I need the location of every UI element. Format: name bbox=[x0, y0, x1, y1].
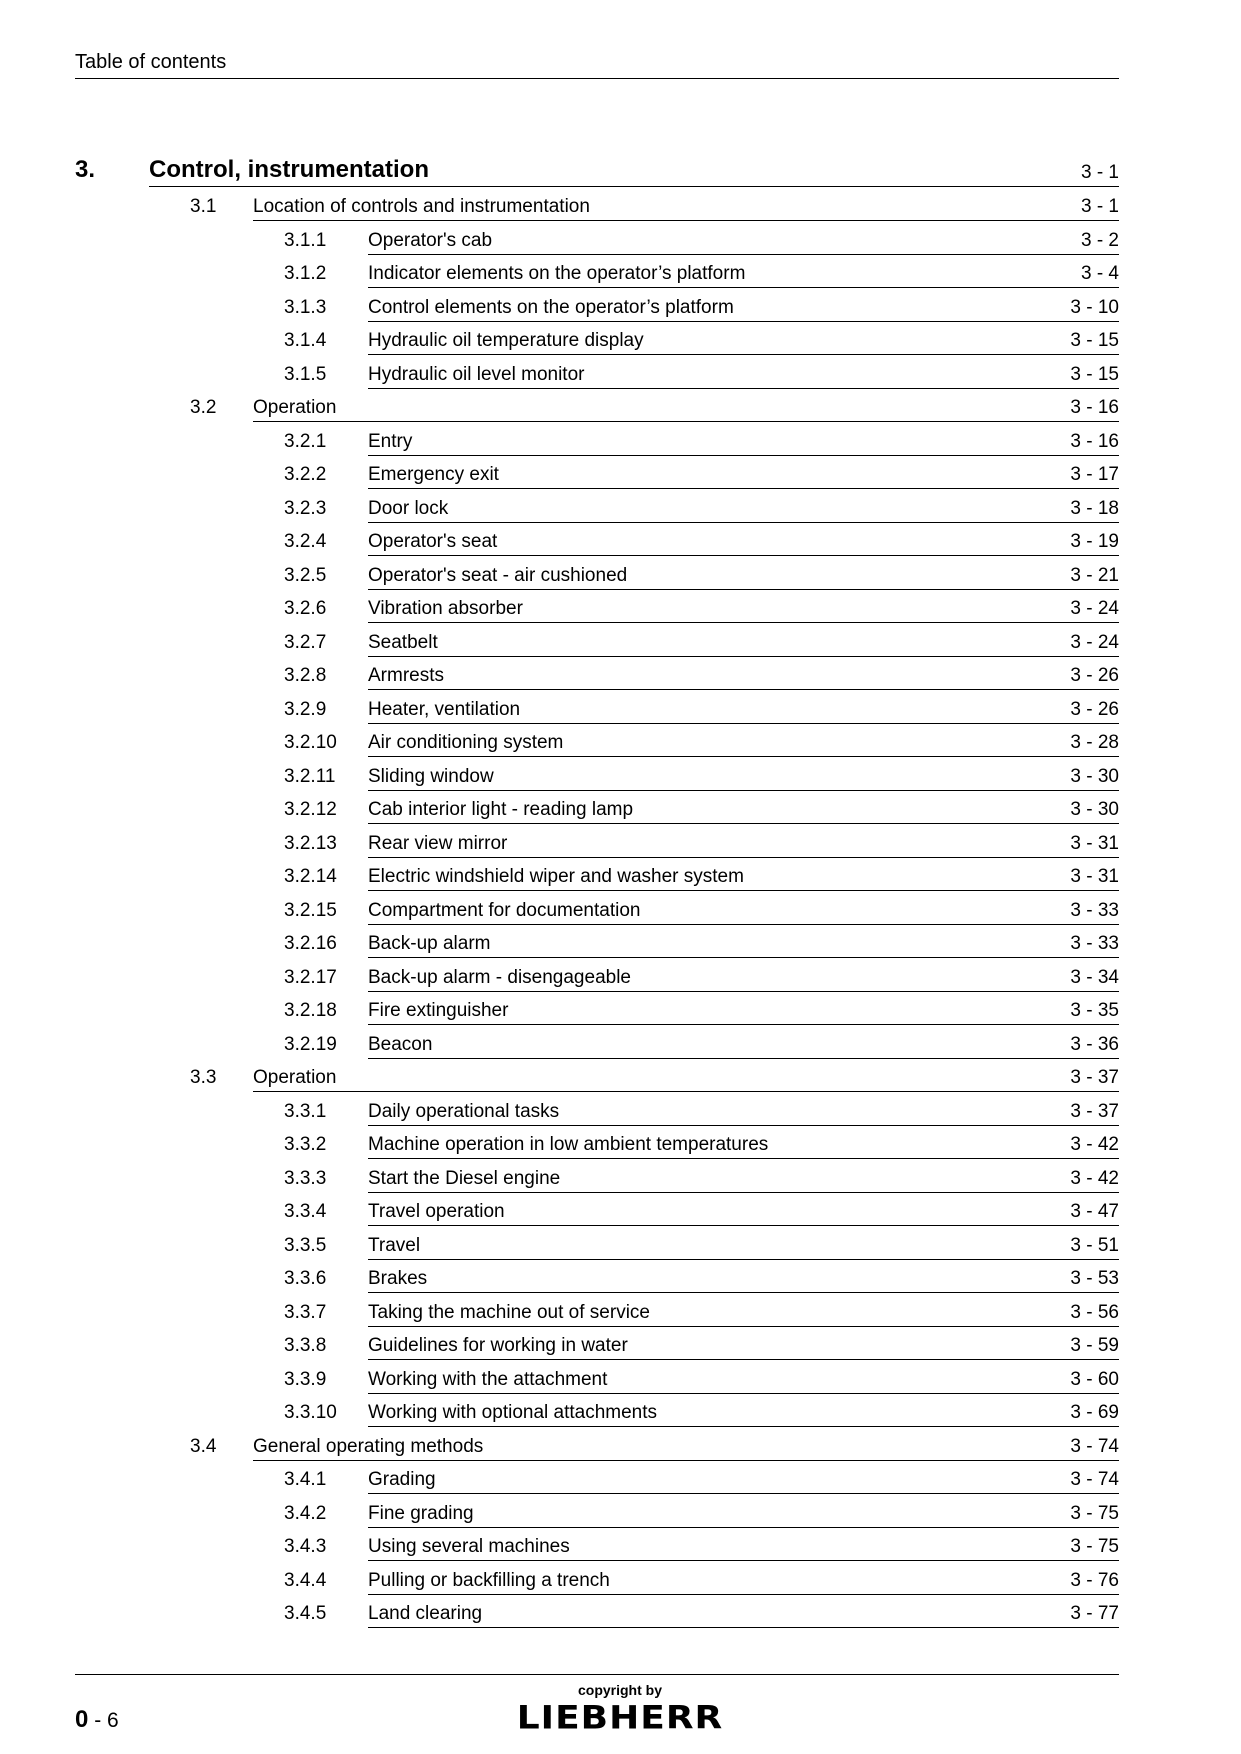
toc-subsection-entry[interactable] bbox=[0, 793, 1241, 827]
chapter-divider bbox=[149, 186, 1119, 187]
toc-entry-divider bbox=[368, 1225, 1119, 1226]
toc-entry-divider bbox=[368, 321, 1119, 322]
toc-subsection-entry[interactable] bbox=[0, 693, 1241, 727]
toc-subsection-entry[interactable] bbox=[0, 760, 1241, 794]
toc-entry-page-ref: 3 - 16 bbox=[1070, 430, 1119, 452]
toc-subsection-entry[interactable] bbox=[0, 425, 1241, 459]
toc-entry-title: Travel bbox=[368, 1234, 421, 1256]
toc-subsection-entry[interactable] bbox=[0, 1329, 1241, 1363]
toc-chapter-heading[interactable] bbox=[0, 156, 1241, 190]
toc-entry-title: Electric windshield wiper and washer system bbox=[368, 866, 744, 887]
toc-entry-title: Working with the attachment bbox=[368, 1368, 608, 1390]
chapter-title: Control, instrumentation bbox=[149, 156, 429, 183]
toc-entry-number: 3.2.19 bbox=[284, 1033, 337, 1055]
toc-entry-title: Heater, ventilation bbox=[368, 698, 521, 720]
toc-entry-title: Back-up alarm bbox=[368, 933, 491, 954]
toc-entry-title: Brakes bbox=[368, 1268, 428, 1289]
toc-entry-divider bbox=[368, 823, 1119, 824]
toc-entry-number: 3.2.5 bbox=[284, 564, 327, 586]
toc-entry-title: Taking the machine out of service bbox=[368, 1301, 650, 1323]
toc-subsection-entry[interactable] bbox=[0, 1296, 1241, 1330]
toc-entry-page-ref: 3 - 34 bbox=[1070, 966, 1119, 988]
toc-subsection-entry[interactable] bbox=[0, 291, 1241, 325]
toc-subsection-entry[interactable] bbox=[0, 1530, 1241, 1564]
toc-entry-divider bbox=[253, 220, 1119, 221]
toc-entry-divider bbox=[368, 1426, 1119, 1427]
toc-entry-divider bbox=[253, 1460, 1119, 1461]
toc-entry-divider bbox=[368, 589, 1119, 590]
toc-entry-page-ref: 3 - 42 bbox=[1070, 1134, 1119, 1155]
toc-entry-page-ref: 3 - 59 bbox=[1070, 1335, 1119, 1356]
toc-entry-page-ref: 3 - 51 bbox=[1070, 1234, 1119, 1256]
toc-subsection-entry[interactable] bbox=[0, 1128, 1241, 1162]
toc-entry-divider bbox=[368, 790, 1119, 791]
toc-entry-number: 3.3.6 bbox=[284, 1268, 327, 1289]
toc-entry-page-ref: 3 - 75 bbox=[1070, 1502, 1119, 1524]
toc-entry-title: Using several machines bbox=[368, 1536, 570, 1557]
toc-entry-title: Land clearing bbox=[368, 1603, 483, 1624]
toc-list bbox=[0, 190, 1241, 1631]
toc-entry-title: Operation bbox=[253, 1067, 337, 1088]
footer-page-chapter: 0 bbox=[75, 1706, 89, 1733]
toc-entry-title: Control elements on the operator’s platform bbox=[368, 296, 734, 318]
toc-entry-divider bbox=[368, 756, 1119, 757]
toc-entry-number: 3.2.15 bbox=[284, 899, 337, 921]
toc-entry-divider bbox=[368, 689, 1119, 690]
toc-entry-title: Machine operation in low ambient temperatures bbox=[368, 1134, 769, 1155]
toc-entry-title: Door lock bbox=[368, 497, 449, 519]
toc-entry-divider bbox=[368, 1125, 1119, 1126]
toc-entry-number: 3.2.9 bbox=[284, 698, 327, 720]
toc-entry-page-ref: 3 - 37 bbox=[1070, 1067, 1119, 1088]
toc-entry-title: Travel operation bbox=[368, 1201, 505, 1222]
toc-entry-page-ref: 3 - 30 bbox=[1070, 765, 1119, 787]
footer-page-separator: - bbox=[88, 1709, 108, 1732]
toc-entry-title: Operator's cab bbox=[368, 229, 493, 251]
footer-page-index: 6 bbox=[107, 1709, 119, 1732]
toc-entry-page-ref: 3 - 18 bbox=[1070, 497, 1119, 519]
toc-entry-number: 3.3.9 bbox=[284, 1368, 327, 1390]
toc-subsection-entry[interactable] bbox=[0, 961, 1241, 995]
toc-entry-divider bbox=[368, 1158, 1119, 1159]
toc-entry-divider bbox=[368, 555, 1119, 556]
toc-entry-title: Seatbelt bbox=[368, 631, 438, 653]
toc-entry-number: 3.1.4 bbox=[284, 330, 327, 351]
toc-entry-divider bbox=[368, 1527, 1119, 1528]
toc-subsection-entry[interactable] bbox=[0, 1262, 1241, 1296]
toc-entry-divider bbox=[253, 1091, 1119, 1092]
toc-subsection-entry[interactable] bbox=[0, 1396, 1241, 1430]
page-header-title: Table of contents bbox=[75, 51, 227, 73]
toc-entry-divider bbox=[368, 287, 1119, 288]
toc-entry-page-ref: 3 - 10 bbox=[1070, 296, 1119, 318]
toc-entry-divider bbox=[368, 890, 1119, 891]
toc-entry-page-ref: 3 - 4 bbox=[1080, 263, 1119, 284]
toc-entry-number: 3.1.2 bbox=[284, 263, 327, 284]
toc-entry-page-ref: 3 - 42 bbox=[1070, 1167, 1119, 1189]
toc-entry-title: Fire extinguisher bbox=[368, 1000, 509, 1021]
toc-entry-page-ref: 3 - 35 bbox=[1070, 1000, 1119, 1021]
header-divider bbox=[75, 78, 1119, 79]
toc-entry-number: 3.4.1 bbox=[284, 1469, 327, 1490]
toc-entry-divider bbox=[368, 723, 1119, 724]
toc-entry-divider bbox=[368, 1292, 1119, 1293]
toc-subsection-entry[interactable] bbox=[0, 592, 1241, 626]
toc-entry-page-ref: 3 - 19 bbox=[1070, 531, 1119, 552]
toc-entry-divider bbox=[368, 1259, 1119, 1260]
toc-entry-title: Guidelines for working in water bbox=[368, 1335, 628, 1356]
toc-entry-title: Emergency exit bbox=[368, 464, 499, 485]
toc-entry-number: 3.4.5 bbox=[284, 1603, 327, 1624]
footer-divider bbox=[75, 1674, 1119, 1675]
toc-entry-page-ref: 3 - 75 bbox=[1070, 1536, 1119, 1557]
toc-entry-title: Compartment for documentation bbox=[368, 899, 641, 921]
toc-entry-page-ref: 3 - 24 bbox=[1070, 631, 1119, 653]
toc-entry-title: Indicator elements on the operator’s platform bbox=[368, 263, 746, 284]
toc-entry-title: Operator's seat bbox=[368, 531, 498, 552]
toc-entry-page-ref: 3 - 15 bbox=[1070, 330, 1119, 351]
toc-entry-number: 3.3.2 bbox=[284, 1134, 327, 1155]
toc-entry-number: 3.2.10 bbox=[284, 732, 337, 753]
toc-entry-title: Armrests bbox=[368, 665, 444, 686]
toc-subsection-entry[interactable] bbox=[0, 257, 1241, 291]
toc-entry-title: Entry bbox=[368, 430, 413, 452]
toc-entry-number: 3.3.8 bbox=[284, 1335, 327, 1356]
toc-entry-page-ref: 3 - 24 bbox=[1070, 598, 1119, 619]
toc-entry-page-ref: 3 - 47 bbox=[1070, 1201, 1119, 1222]
toc-entry-title: Start the Diesel engine bbox=[368, 1167, 561, 1189]
toc-entry-number: 3.3 bbox=[190, 1067, 217, 1088]
toc-entry-page-ref: 3 - 33 bbox=[1070, 933, 1119, 954]
toc-entry-number: 3.4.4 bbox=[284, 1569, 327, 1591]
toc-entry-page-ref: 3 - 16 bbox=[1070, 397, 1119, 418]
toc-entry-number: 3.4.2 bbox=[284, 1502, 327, 1524]
toc-entry-page-ref: 3 - 37 bbox=[1070, 1100, 1119, 1122]
toc-entry-title: Daily operational tasks bbox=[368, 1100, 560, 1122]
toc-entry-number: 3.2.13 bbox=[284, 832, 337, 854]
toc-subsection-entry[interactable] bbox=[0, 1095, 1241, 1129]
toc-entry-title: Rear view mirror bbox=[368, 832, 508, 854]
toc-entry-divider bbox=[368, 254, 1119, 255]
toc-subsection-entry[interactable] bbox=[0, 1162, 1241, 1196]
footer-page-number bbox=[75, 1706, 119, 1734]
toc-subsection-entry[interactable] bbox=[0, 1363, 1241, 1397]
toc-subsection-entry[interactable] bbox=[0, 458, 1241, 492]
toc-subsection-entry[interactable] bbox=[0, 726, 1241, 760]
toc-entry-number: 3.3.7 bbox=[284, 1301, 327, 1323]
toc-entry-divider bbox=[368, 656, 1119, 657]
toc-entry-divider bbox=[368, 857, 1119, 858]
toc-section-entry[interactable] bbox=[0, 1430, 1241, 1464]
toc-subsection-entry[interactable] bbox=[0, 860, 1241, 894]
toc-entry-page-ref: 3 - 26 bbox=[1070, 665, 1119, 686]
toc-entry-page-ref: 3 - 76 bbox=[1070, 1569, 1119, 1591]
toc-entry-number: 3.2 bbox=[190, 397, 217, 418]
toc-entry-title: Fine grading bbox=[368, 1502, 474, 1524]
toc-entry-number: 3.3.10 bbox=[284, 1402, 337, 1423]
toc-subsection-entry[interactable] bbox=[0, 559, 1241, 593]
toc-entry-number: 3.3.3 bbox=[284, 1167, 327, 1189]
toc-subsection-entry[interactable] bbox=[0, 324, 1241, 358]
toc-subsection-entry[interactable] bbox=[0, 1195, 1241, 1229]
toc-entry-page-ref: 3 - 28 bbox=[1070, 732, 1119, 753]
toc-subsection-entry[interactable] bbox=[0, 224, 1241, 258]
toc-entry-divider bbox=[368, 1493, 1119, 1494]
toc-entry-divider bbox=[368, 924, 1119, 925]
toc-section-entry[interactable] bbox=[0, 190, 1241, 224]
toc-entry-number: 3.2.4 bbox=[284, 531, 327, 552]
toc-entry-number: 3.2.11 bbox=[284, 765, 336, 787]
toc-subsection-entry[interactable] bbox=[0, 1463, 1241, 1497]
toc-entry-divider bbox=[368, 1058, 1119, 1059]
toc-entry-number: 3.3.5 bbox=[284, 1234, 327, 1256]
toc-entry-number: 3.2.7 bbox=[284, 631, 327, 653]
toc-entry-page-ref: 3 - 74 bbox=[1070, 1469, 1119, 1490]
toc-entry-number: 3.1 bbox=[190, 196, 217, 217]
toc-entry-page-ref: 3 - 1 bbox=[1080, 196, 1119, 217]
toc-subsection-entry[interactable] bbox=[0, 1597, 1241, 1631]
toc-entry-divider bbox=[368, 1359, 1119, 1360]
toc-entry-page-ref: 3 - 69 bbox=[1070, 1402, 1119, 1423]
toc-entry-page-ref: 3 - 60 bbox=[1070, 1368, 1119, 1390]
toc-entry-divider bbox=[368, 1393, 1119, 1394]
toc-entry-number: 3.4 bbox=[190, 1435, 217, 1457]
toc-entry-number: 3.2.3 bbox=[284, 497, 327, 519]
toc-entry-page-ref: 3 - 56 bbox=[1070, 1301, 1119, 1323]
toc-section-entry[interactable] bbox=[0, 1061, 1241, 1095]
toc-entry-title: Location of controls and instrumentation bbox=[253, 196, 590, 217]
toc-entry-divider bbox=[368, 522, 1119, 523]
toc-entry-page-ref: 3 - 53 bbox=[1070, 1268, 1119, 1289]
toc-entry-number: 3.2.17 bbox=[284, 966, 337, 988]
toc-entry-title: Cab interior light - reading lamp bbox=[368, 799, 634, 820]
toc-entry-page-ref: 3 - 17 bbox=[1070, 464, 1119, 485]
toc-subsection-entry[interactable] bbox=[0, 358, 1241, 392]
toc-entry-page-ref: 3 - 77 bbox=[1070, 1603, 1119, 1624]
toc-entry-title: Pulling or backfilling a trench bbox=[368, 1569, 610, 1591]
toc-entry-divider bbox=[368, 455, 1119, 456]
liebherr-logo: LIEBHERR bbox=[516, 1700, 724, 1737]
toc-entry-title: Back-up alarm - disengageable bbox=[368, 966, 631, 988]
toc-entry-page-ref: 3 - 31 bbox=[1070, 866, 1119, 887]
toc-entry-number: 3.1.5 bbox=[284, 363, 327, 385]
toc-entry-divider bbox=[368, 1024, 1119, 1025]
toc-entry-divider bbox=[368, 991, 1119, 992]
toc-subsection-entry[interactable] bbox=[0, 626, 1241, 660]
toc-entry-page-ref: 3 - 30 bbox=[1070, 799, 1119, 820]
toc-entry-divider bbox=[368, 1627, 1119, 1628]
toc-entry-number: 3.1.3 bbox=[284, 296, 327, 318]
toc-entry-page-ref: 3 - 21 bbox=[1070, 564, 1119, 586]
toc-section-entry[interactable] bbox=[0, 391, 1241, 425]
toc-entry-divider bbox=[253, 421, 1119, 422]
toc-entry-page-ref: 3 - 74 bbox=[1070, 1435, 1119, 1457]
toc-entry-number: 3.2.16 bbox=[284, 933, 337, 954]
toc-subsection-entry[interactable] bbox=[0, 659, 1241, 693]
toc-entry-page-ref: 3 - 33 bbox=[1070, 899, 1119, 921]
toc-entry-title: General operating methods bbox=[253, 1435, 484, 1457]
toc-entry-number: 3.2.8 bbox=[284, 665, 327, 686]
toc-entry-number: 3.4.3 bbox=[284, 1536, 327, 1557]
toc-subsection-entry[interactable] bbox=[0, 1497, 1241, 1531]
toc-entry-title: Grading bbox=[368, 1469, 436, 1490]
toc-entry-divider bbox=[368, 957, 1119, 958]
toc-subsection-entry[interactable] bbox=[0, 827, 1241, 861]
toc-entry-title: Operator's seat - air cushioned bbox=[368, 564, 628, 586]
toc-entry-divider bbox=[368, 1192, 1119, 1193]
toc-entry-title: Beacon bbox=[368, 1033, 433, 1055]
toc-entry-page-ref: 3 - 31 bbox=[1070, 832, 1119, 854]
toc-subsection-entry[interactable] bbox=[0, 927, 1241, 961]
toc-entry-title: Hydraulic oil level monitor bbox=[368, 363, 585, 385]
toc-entry-divider bbox=[368, 488, 1119, 489]
toc-subsection-entry[interactable] bbox=[0, 994, 1241, 1028]
toc-entry-title: Hydraulic oil temperature display bbox=[368, 330, 644, 351]
toc-entry-title: Sliding window bbox=[368, 765, 494, 787]
toc-subsection-entry[interactable] bbox=[0, 1564, 1241, 1598]
toc-entry-divider bbox=[368, 1594, 1119, 1595]
toc-entry-title: Working with optional attachments bbox=[368, 1402, 658, 1423]
toc-entry-number: 3.2.18 bbox=[284, 1000, 337, 1021]
toc-entry-title: Operation bbox=[253, 397, 337, 418]
toc-subsection-entry[interactable] bbox=[0, 525, 1241, 559]
toc-subsection-entry[interactable] bbox=[0, 894, 1241, 928]
toc-entry-number: 3.2.6 bbox=[284, 598, 327, 619]
toc-entry-divider bbox=[368, 1560, 1119, 1561]
toc-entry-number: 3.2.2 bbox=[284, 464, 327, 485]
toc-entry-divider bbox=[368, 388, 1119, 389]
toc-entry-number: 3.1.1 bbox=[284, 229, 327, 251]
chapter-number: 3. bbox=[75, 156, 96, 183]
toc-entry-page-ref: 3 - 2 bbox=[1080, 229, 1119, 251]
toc-entry-title: Vibration absorber bbox=[368, 598, 523, 619]
toc-entry-page-ref: 3 - 36 bbox=[1070, 1033, 1119, 1055]
toc-subsection-entry[interactable] bbox=[0, 1229, 1241, 1263]
toc-entry-number: 3.2.1 bbox=[284, 430, 327, 452]
toc-entry-number: 3.2.12 bbox=[284, 799, 337, 820]
toc-entry-divider bbox=[368, 354, 1119, 355]
copyright-notice: copyright by bbox=[577, 1682, 662, 1698]
toc-entry-number: 3.2.14 bbox=[284, 866, 337, 887]
chapter-page-ref: 3 - 1 bbox=[1080, 162, 1119, 183]
toc-entry-number: 3.3.1 bbox=[284, 1100, 327, 1122]
toc-entry-divider bbox=[368, 622, 1119, 623]
toc-entry-page-ref: 3 - 15 bbox=[1070, 363, 1119, 385]
toc-entry-title: Air conditioning system bbox=[368, 732, 564, 753]
toc-entry-page-ref: 3 - 26 bbox=[1070, 698, 1119, 720]
toc-subsection-entry[interactable] bbox=[0, 492, 1241, 526]
toc-entry-number: 3.3.4 bbox=[284, 1201, 327, 1222]
toc-entry-divider bbox=[368, 1326, 1119, 1327]
toc-subsection-entry[interactable] bbox=[0, 1028, 1241, 1062]
